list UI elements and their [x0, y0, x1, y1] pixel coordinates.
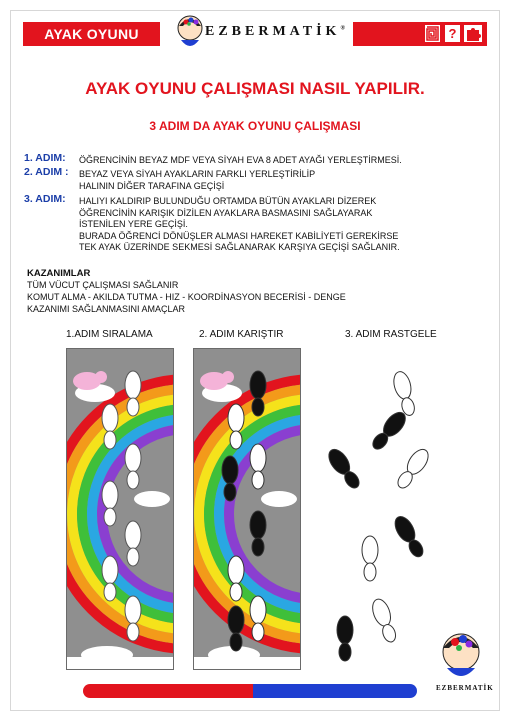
- black-foot-icon: [228, 606, 244, 651]
- footer-logo-icon: [437, 628, 485, 680]
- white-foot-icon: [125, 371, 141, 416]
- question-icon[interactable]: ?: [445, 25, 460, 42]
- white-foot-icon: [102, 404, 118, 449]
- black-foot-icon: [391, 513, 427, 560]
- white-foot-icon: [228, 404, 244, 449]
- page-subtitle: 3 ADIM DA AYAK OYUNU ÇALIŞMASI: [149, 119, 361, 133]
- kazanim-item: TÜM VÜCUT ÇALIŞMASI SAĞLANIR: [27, 280, 179, 290]
- caption-step-1: 1.ADIM SIRALAMA: [66, 329, 153, 340]
- black-foot-icon: [368, 408, 409, 453]
- caption-step-2: 2. ADIM KARIŞTIR: [199, 329, 284, 340]
- black-foot-icon: [250, 511, 266, 556]
- white-foot-icon: [250, 444, 266, 489]
- step-2-label: 2. ADIM :: [24, 166, 69, 178]
- white-foot-icon: [393, 446, 432, 492]
- kazanimlar-title: KAZANIMLAR: [27, 268, 91, 279]
- white-foot-icon: [250, 596, 266, 641]
- bottom-bar-red: [83, 684, 253, 698]
- step-3-label: 3. ADIM:: [24, 193, 66, 205]
- page-title: AYAK OYUNU ÇALIŞMASI NASIL YAPILIR.: [85, 79, 425, 98]
- white-foot-icon: [102, 556, 118, 601]
- bottom-bar-blue: [253, 684, 417, 698]
- white-foot-icon: [362, 536, 378, 581]
- step-2-text: BEYAZ VEYA SİYAH AYAKLARIN FARKLI YERLEŞTİRİLİP HALININ DİĞER TARAFINA GEÇİŞİ: [79, 169, 316, 191]
- caption-step-3: 3. ADIM RASTGELE: [345, 329, 437, 340]
- white-foot-icon: [125, 596, 141, 641]
- white-foot-icon: [391, 370, 418, 418]
- kazanim-item: KOMUT ALMA - AKILDA TUTMA - HIZ - KOORDİNASYON BECERİSİ - DENGE: [27, 292, 346, 302]
- black-foot-icon: [222, 456, 238, 501]
- kazanim-item: KAZANIMI SAĞLANMASINI AMAÇLAR: [27, 304, 186, 314]
- black-foot-icon: [250, 371, 266, 416]
- step-1-text: ÖĞRENCİNİN BEYAZ MDF VEYA SİYAH EVA 8 ADET AYAĞI YERLEŞTİRMESİ.: [79, 155, 402, 165]
- white-foot-icon: [125, 521, 141, 566]
- step-1-label: 1. ADIM:: [24, 152, 66, 164]
- header-title-badge: AYAK OYUNU: [23, 22, 160, 46]
- step-3-text: HALIYI KALDIRIP BULUNDUĞU ORTAMDA BÜTÜN AYAKLARI DİZEREK ÖĞRENCİNİN KARIŞIK DİZİLEN AYAKLARA BASMASINI SAĞLAYARAK İSTENİLEN YERE GEÇİŞİ. BURADA ÖĞRENCİ DÖNÜŞLER ALMASI HAREKET KABİLİYETİ GEREKİRSE TEK AYAK ÜZERİNDE SEKMESİ SAĞLANARAK KARŞIYA GEÇİŞİ SAĞLANIR.: [79, 196, 400, 252]
- white-foot-icon: [369, 597, 399, 645]
- footer-brand: EZBERMATİK: [436, 684, 494, 692]
- brand-name: EZBERMATİK®: [205, 24, 345, 39]
- white-foot-icon: [102, 481, 118, 526]
- white-foot-icon: [125, 444, 141, 489]
- black-foot-icon: [325, 446, 364, 492]
- white-foot-icon: [228, 556, 244, 601]
- black-foot-icon: [337, 616, 353, 661]
